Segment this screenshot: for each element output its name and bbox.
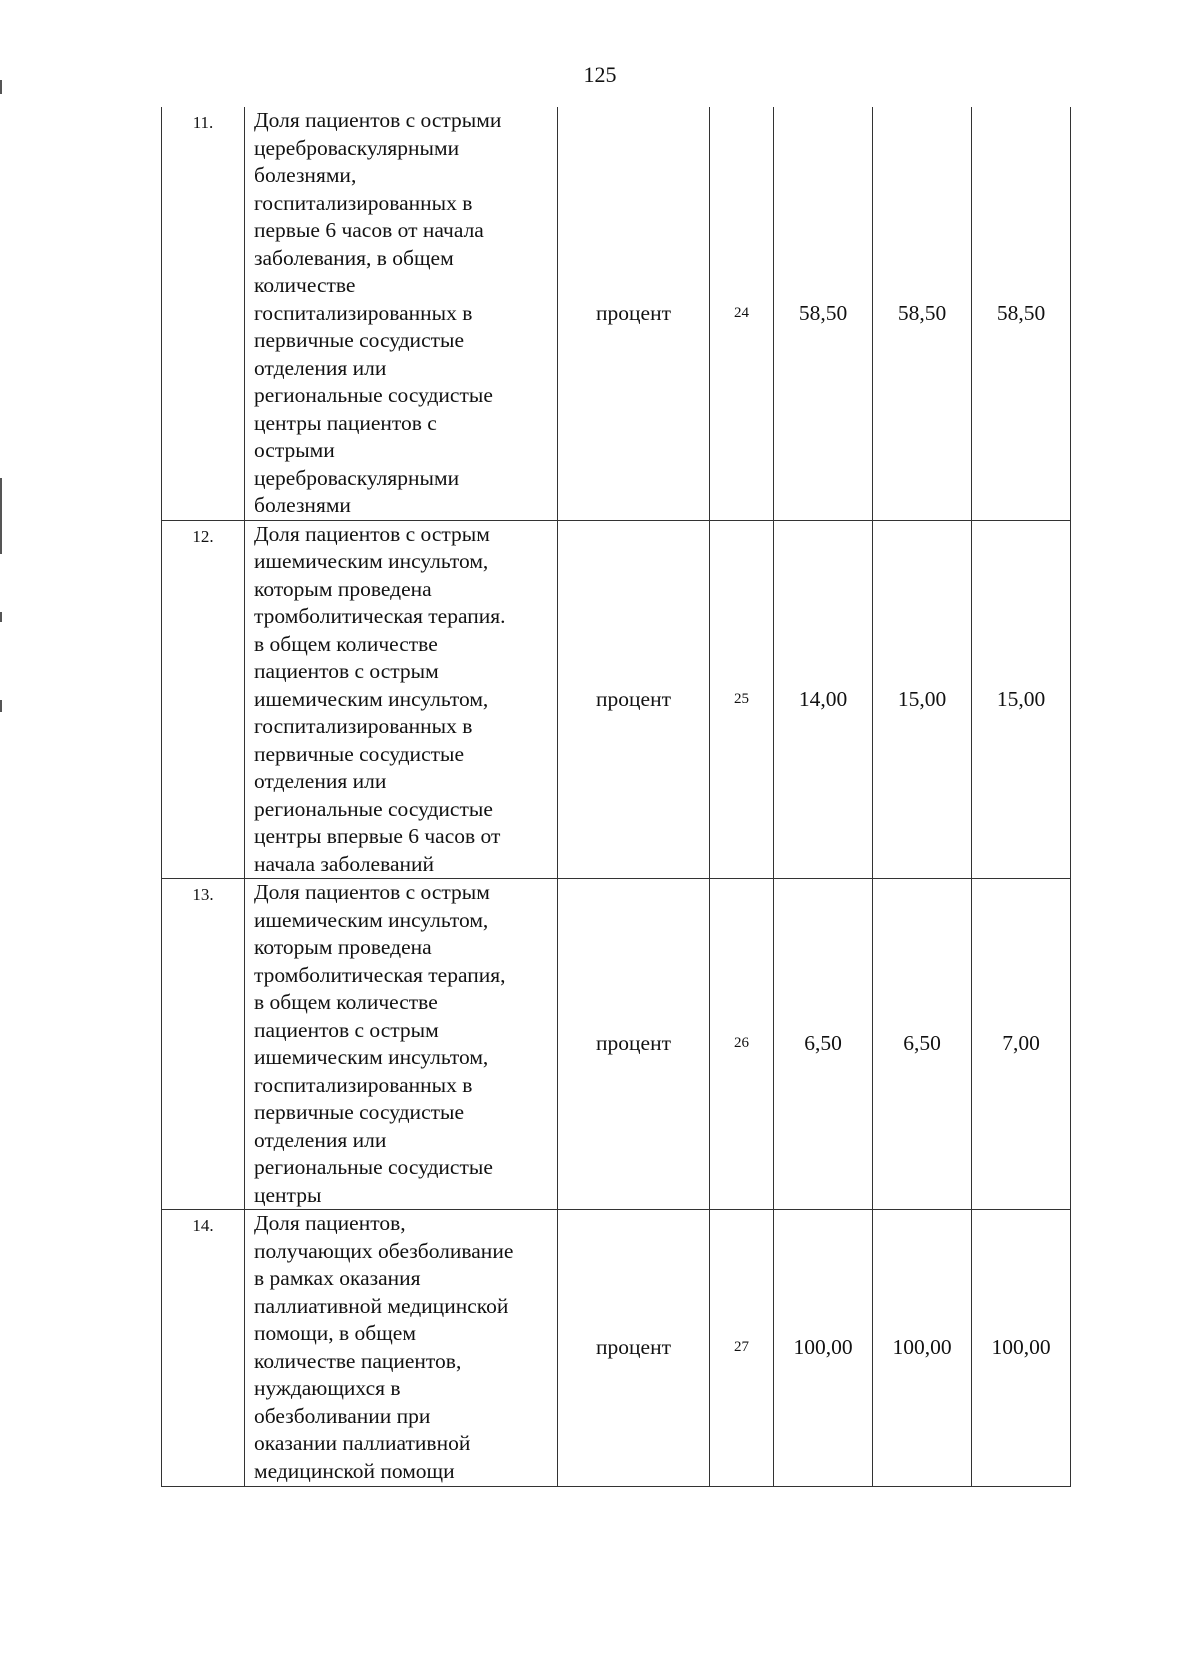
value-cell-1: 6,50 xyxy=(774,879,873,1210)
unit-cell: процент xyxy=(558,879,710,1210)
value-cell-2: 15,00 xyxy=(873,520,972,879)
row-number: 11. xyxy=(162,107,245,520)
reference-number: 25 xyxy=(710,520,774,879)
table-row xyxy=(162,879,1071,1210)
indicator-description: Доля пациентов с острым ишемическим инсультом, которым проведена тромболитическая терапия. в общем количестве пациентов с острым ишемическим инсультом, госпитализированных в первичные сосудистые отделения или региональные сосудистые центры впервые 6 часов от начала заболеваний xyxy=(245,520,558,879)
indicators-table xyxy=(161,107,1071,1487)
row-number: 13. xyxy=(162,879,245,1210)
reference-number: 27 xyxy=(710,1210,774,1487)
value-cell-2: 6,50 xyxy=(873,879,972,1210)
value-cell-3: 15,00 xyxy=(972,520,1071,879)
indicator-description: Доля пациентов с острыми цереброваскулярными болезнями, госпитализированных в первые 6 часов от начала заболевания, в общем количестве госпитализированных в первичные сосудистые отделения или региональные сосудистые центры пациентов с острыми цереброваскулярными болезнями xyxy=(245,107,558,520)
value-cell-3: 58,50 xyxy=(972,107,1071,520)
unit-cell: процент xyxy=(558,520,710,879)
value-cell-3: 100,00 xyxy=(972,1210,1071,1487)
value-cell-2: 58,50 xyxy=(873,107,972,520)
scan-edge-mark xyxy=(0,478,2,554)
value-cell-3: 7,00 xyxy=(972,879,1071,1210)
indicator-description: Доля пациентов, получающих обезболивание в рамках оказания паллиативной медицинской помощи, в общем количестве пациентов, нуждающихся в обезболивании при оказании паллиативной медицинской помощи xyxy=(245,1210,558,1487)
table-row xyxy=(162,1210,1071,1487)
table-row xyxy=(162,520,1071,879)
table-row xyxy=(162,107,1071,520)
value-cell-1: 100,00 xyxy=(774,1210,873,1487)
value-cell-1: 14,00 xyxy=(774,520,873,879)
unit-cell: процент xyxy=(558,107,710,520)
unit-cell: процент xyxy=(558,1210,710,1487)
scan-edge-mark xyxy=(0,612,2,622)
reference-number: 24 xyxy=(710,107,774,520)
row-number: 12. xyxy=(162,520,245,879)
scan-edge-mark xyxy=(0,700,2,712)
page-number: 125 xyxy=(583,62,617,87)
value-cell-2: 100,00 xyxy=(873,1210,972,1487)
reference-number: 26 xyxy=(710,879,774,1210)
indicator-description: Доля пациентов с острым ишемическим инсультом, которым проведена тромболитическая терапия, в общем количестве пациентов с острым ишемическим инсультом, госпитализированных в первичные сосудистые отделения или региональные сосудистые центры xyxy=(245,879,558,1210)
row-number: 14. xyxy=(162,1210,245,1487)
value-cell-1: 58,50 xyxy=(774,107,873,520)
